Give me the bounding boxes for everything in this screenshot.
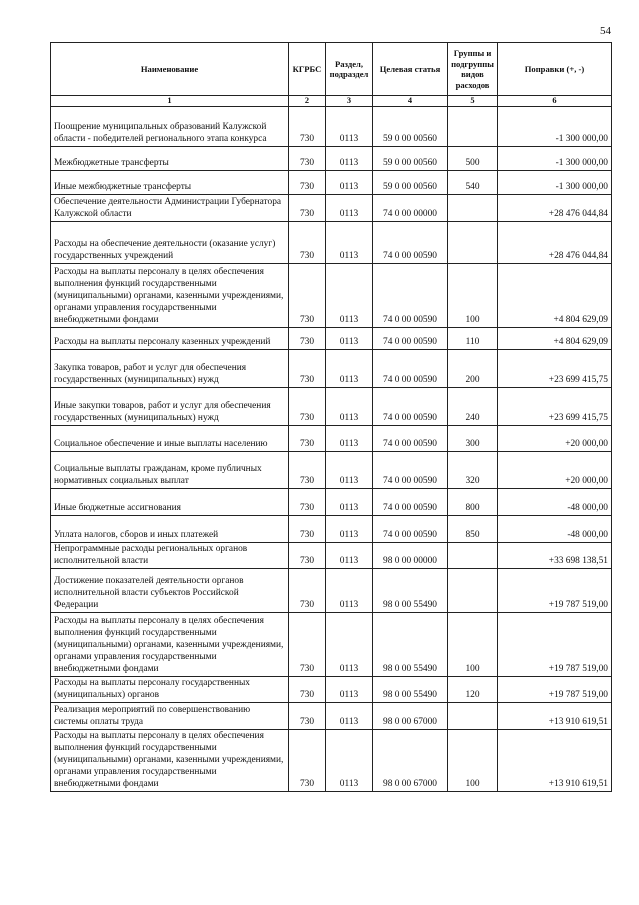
row-amount: +20 000,00 bbox=[498, 426, 612, 452]
row-amount: +19 787 519,00 bbox=[498, 677, 612, 703]
row-amount: +28 476 044,84 bbox=[498, 222, 612, 264]
table-row bbox=[51, 730, 612, 792]
row-target: 74 0 00 00590 bbox=[373, 452, 448, 489]
row-name: Закупка товаров, работ и услуг для обеспечения государственных (муниципальных) нужд bbox=[51, 350, 289, 388]
row-group bbox=[448, 107, 498, 147]
row-name: Достижение показателей деятельности органов исполнительной власти субъектов Российской Федерации bbox=[51, 569, 289, 613]
budget-table bbox=[50, 42, 612, 792]
row-group: 110 bbox=[448, 328, 498, 350]
row-name: Обеспечение деятельности Администрации Губернатора Калужской области bbox=[51, 195, 289, 222]
row-kgrbs: 730 bbox=[289, 264, 326, 328]
row-amount: -1 300 000,00 bbox=[498, 147, 612, 171]
row-section: 0113 bbox=[326, 703, 373, 730]
row-name: Уплата налогов, сборов и иных платежей bbox=[51, 516, 289, 543]
row-target: 74 0 00 00590 bbox=[373, 489, 448, 516]
row-amount: +4 804 629,09 bbox=[498, 264, 612, 328]
row-group bbox=[448, 569, 498, 613]
row-group bbox=[448, 703, 498, 730]
row-kgrbs: 730 bbox=[289, 452, 326, 489]
row-kgrbs: 730 bbox=[289, 388, 326, 426]
row-section: 0113 bbox=[326, 222, 373, 264]
row-group bbox=[448, 543, 498, 569]
row-section: 0113 bbox=[326, 730, 373, 792]
row-kgrbs: 730 bbox=[289, 543, 326, 569]
row-name: Иные закупки товаров, работ и услуг для обеспечения государственных (муниципальных) нужд bbox=[51, 388, 289, 426]
table-row bbox=[51, 328, 612, 350]
row-target: 74 0 00 00000 bbox=[373, 195, 448, 222]
row-section: 0113 bbox=[326, 677, 373, 703]
table-row bbox=[51, 569, 612, 613]
row-group bbox=[448, 222, 498, 264]
header-kgrbs: КГРБС bbox=[289, 43, 326, 96]
row-name: Межбюджетные трансферты bbox=[51, 147, 289, 171]
row-target: 74 0 00 00590 bbox=[373, 516, 448, 543]
table-row bbox=[51, 516, 612, 543]
row-group: 800 bbox=[448, 489, 498, 516]
row-section: 0113 bbox=[326, 147, 373, 171]
row-amount: +13 910 619,51 bbox=[498, 730, 612, 792]
row-kgrbs: 730 bbox=[289, 107, 326, 147]
row-amount: +33 698 138,51 bbox=[498, 543, 612, 569]
row-target: 74 0 00 00590 bbox=[373, 426, 448, 452]
row-amount: -48 000,00 bbox=[498, 489, 612, 516]
row-group: 320 bbox=[448, 452, 498, 489]
column-number: 1 bbox=[51, 96, 289, 107]
row-section: 0113 bbox=[326, 516, 373, 543]
table-row bbox=[51, 195, 612, 222]
row-kgrbs: 730 bbox=[289, 489, 326, 516]
column-number: 4 bbox=[373, 96, 448, 107]
row-amount: -48 000,00 bbox=[498, 516, 612, 543]
row-name: Расходы на выплаты персоналу казенных учреждений bbox=[51, 328, 289, 350]
row-name: Расходы на выплаты персоналу в целях обеспечения выполнения функций государственными (муниципальными) органами, казенными учреждениями, органами управления государственными внебюджетными фондами bbox=[51, 613, 289, 677]
row-section: 0113 bbox=[326, 543, 373, 569]
row-section: 0113 bbox=[326, 264, 373, 328]
row-section: 0113 bbox=[326, 613, 373, 677]
row-kgrbs: 730 bbox=[289, 516, 326, 543]
row-target: 74 0 00 00590 bbox=[373, 350, 448, 388]
table-body bbox=[51, 107, 612, 792]
row-section: 0113 bbox=[326, 328, 373, 350]
column-number: 5 bbox=[448, 96, 498, 107]
row-target: 59 0 00 00560 bbox=[373, 107, 448, 147]
row-kgrbs: 730 bbox=[289, 195, 326, 222]
row-target: 59 0 00 00560 bbox=[373, 171, 448, 195]
table-row bbox=[51, 677, 612, 703]
row-amount: -1 300 000,00 bbox=[498, 107, 612, 147]
row-kgrbs: 730 bbox=[289, 328, 326, 350]
table-row bbox=[51, 350, 612, 388]
row-amount: +20 000,00 bbox=[498, 452, 612, 489]
table-row bbox=[51, 388, 612, 426]
header-name: Наименование bbox=[51, 43, 289, 96]
row-target: 98 0 00 55490 bbox=[373, 569, 448, 613]
row-name: Непрограммные расходы региональных органов исполнительной власти bbox=[51, 543, 289, 569]
row-section: 0113 bbox=[326, 426, 373, 452]
table-row bbox=[51, 703, 612, 730]
column-number: 6 bbox=[498, 96, 612, 107]
table-row bbox=[51, 452, 612, 489]
row-kgrbs: 730 bbox=[289, 171, 326, 195]
row-kgrbs: 730 bbox=[289, 730, 326, 792]
row-group: 200 bbox=[448, 350, 498, 388]
row-kgrbs: 730 bbox=[289, 703, 326, 730]
row-amount: +23 699 415,75 bbox=[498, 388, 612, 426]
row-amount: +28 476 044,84 bbox=[498, 195, 612, 222]
row-target: 98 0 00 00000 bbox=[373, 543, 448, 569]
row-amount: +23 699 415,75 bbox=[498, 350, 612, 388]
row-amount: +4 804 629,09 bbox=[498, 328, 612, 350]
table-row bbox=[51, 426, 612, 452]
row-name: Иные межбюджетные трансферты bbox=[51, 171, 289, 195]
column-number: 2 bbox=[289, 96, 326, 107]
row-group: 120 bbox=[448, 677, 498, 703]
row-name: Поощрение муниципальных образований Калужской области - победителей регионального этапа конкурса bbox=[51, 107, 289, 147]
row-target: 74 0 00 00590 bbox=[373, 328, 448, 350]
table-row bbox=[51, 543, 612, 569]
table-row bbox=[51, 222, 612, 264]
row-kgrbs: 730 bbox=[289, 147, 326, 171]
row-name: Расходы на выплаты персоналу государственных (муниципальных) органов bbox=[51, 677, 289, 703]
row-section: 0113 bbox=[326, 569, 373, 613]
row-group: 500 bbox=[448, 147, 498, 171]
header-amendments: Поправки (+, -) bbox=[498, 43, 612, 96]
row-kgrbs: 730 bbox=[289, 426, 326, 452]
row-section: 0113 bbox=[326, 388, 373, 426]
row-name: Социальные выплаты гражданам, кроме публичных нормативных социальных выплат bbox=[51, 452, 289, 489]
row-name: Иные бюджетные ассигнования bbox=[51, 489, 289, 516]
row-section: 0113 bbox=[326, 107, 373, 147]
row-group: 540 bbox=[448, 171, 498, 195]
row-name: Расходы на обеспечение деятельности (оказание услуг) государственных учреждений bbox=[51, 222, 289, 264]
header-target: Целевая статья bbox=[373, 43, 448, 96]
header-section: Раздел, подраздел bbox=[326, 43, 373, 96]
row-section: 0113 bbox=[326, 350, 373, 388]
row-group bbox=[448, 195, 498, 222]
row-group: 100 bbox=[448, 613, 498, 677]
row-group: 300 bbox=[448, 426, 498, 452]
header-group: Группы и подгруппы видов расходов bbox=[448, 43, 498, 96]
row-name: Расходы на выплаты персоналу в целях обеспечения выполнения функций государственными (муниципальными) органами, казенными учреждениями, органами управления государственными внебюджетными фондами bbox=[51, 264, 289, 328]
row-kgrbs: 730 bbox=[289, 569, 326, 613]
row-kgrbs: 730 bbox=[289, 613, 326, 677]
row-amount: +13 910 619,51 bbox=[498, 703, 612, 730]
row-name: Расходы на выплаты персоналу в целях обеспечения выполнения функций государственными (муниципальными) органами, казенными учреждениями, органами управления государственными внебюджетными фондами bbox=[51, 730, 289, 792]
row-name: Социальное обеспечение и иные выплаты населению bbox=[51, 426, 289, 452]
row-group: 850 bbox=[448, 516, 498, 543]
row-target: 74 0 00 00590 bbox=[373, 264, 448, 328]
row-section: 0113 bbox=[326, 171, 373, 195]
row-kgrbs: 730 bbox=[289, 350, 326, 388]
column-number: 3 bbox=[326, 96, 373, 107]
column-number-row bbox=[51, 96, 612, 107]
row-target: 98 0 00 55490 bbox=[373, 613, 448, 677]
row-amount: +19 787 519,00 bbox=[498, 613, 612, 677]
row-amount: -1 300 000,00 bbox=[498, 171, 612, 195]
row-section: 0113 bbox=[326, 489, 373, 516]
header-row bbox=[51, 43, 612, 96]
table-row bbox=[51, 171, 612, 195]
table-row bbox=[51, 107, 612, 147]
page-number: 54 bbox=[600, 25, 611, 37]
table-row bbox=[51, 489, 612, 516]
row-target: 98 0 00 67000 bbox=[373, 703, 448, 730]
row-target: 74 0 00 00590 bbox=[373, 222, 448, 264]
row-target: 74 0 00 00590 bbox=[373, 388, 448, 426]
table-row bbox=[51, 147, 612, 171]
row-target: 59 0 00 00560 bbox=[373, 147, 448, 171]
row-section: 0113 bbox=[326, 195, 373, 222]
table-row bbox=[51, 613, 612, 677]
row-section: 0113 bbox=[326, 452, 373, 489]
row-name: Реализация мероприятий по совершенствованию системы оплаты труда bbox=[51, 703, 289, 730]
row-group: 100 bbox=[448, 264, 498, 328]
row-kgrbs: 730 bbox=[289, 677, 326, 703]
row-group: 240 bbox=[448, 388, 498, 426]
row-group: 100 bbox=[448, 730, 498, 792]
table-row bbox=[51, 264, 612, 328]
row-amount: +19 787 519,00 bbox=[498, 569, 612, 613]
row-kgrbs: 730 bbox=[289, 222, 326, 264]
row-target: 98 0 00 55490 bbox=[373, 677, 448, 703]
row-target: 98 0 00 67000 bbox=[373, 730, 448, 792]
